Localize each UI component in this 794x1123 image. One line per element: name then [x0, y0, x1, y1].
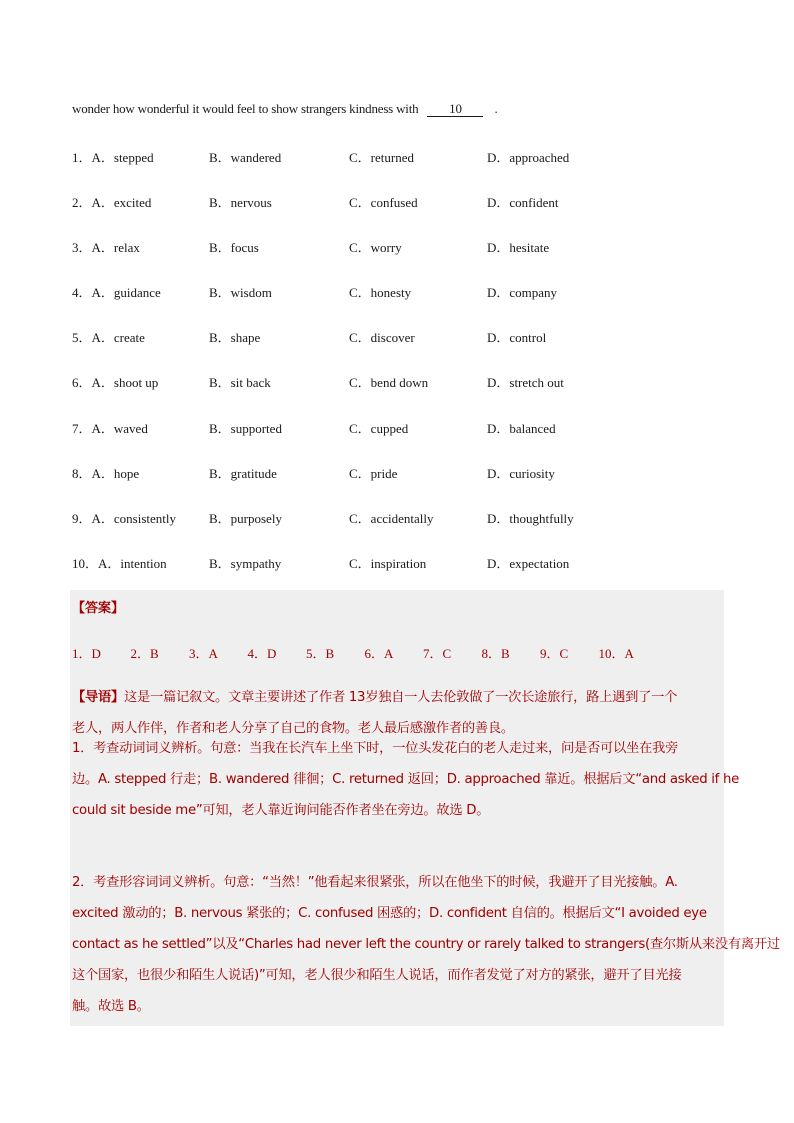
- option-c: C．inspiration: [349, 555, 427, 571]
- answer-item: 8．B: [481, 646, 510, 661]
- question-number: 3．A．relax: [72, 240, 140, 256]
- answer-item: 6．A: [364, 646, 394, 661]
- guide-text-line: 这是一篇记叙文。文章主要讲述了作者 13岁独自一人去伦敦做了一次长途旅行，路上遇到了一个: [124, 690, 678, 705]
- explanation-line: contact as he settled”以及“Charles had never left the country or rarely talked to strangers(查尔斯从来没有离开过: [72, 937, 780, 952]
- explanation-2: [72, 867, 780, 1022]
- option-d: D．stretch out: [487, 375, 564, 391]
- answer-item: 7．C: [423, 646, 452, 661]
- question-number: 5．A．create: [72, 330, 145, 346]
- option-d: D．balanced: [487, 420, 556, 436]
- explanation-line: could sit beside me”可知，老人靠近询问能否作者坐在旁边。故选 D。: [72, 803, 490, 818]
- explanation-line: 边。A. stepped 行走；B. wandered 徘徊；C. returned 返回；D. approached 靠近。根据后文“and asked if he: [72, 772, 739, 787]
- option-c: C．honesty: [349, 285, 412, 301]
- explanation-line: excited 激动的；B. nervous 紧张的；C. confused 困惑的；D. confident 自信的。根据后文“I avoided eye: [72, 906, 707, 921]
- answer-item: 5．B: [306, 646, 335, 661]
- option-b: B．focus: [209, 240, 259, 256]
- explanation-line: 这个国家，也很少和陌生人说话)”可知，老人很少和陌生人说话，而作者发觉了对方的紧张，避开了目光接: [72, 968, 682, 983]
- explanation-line: 1．考查动词词义辨析。句意：当我在长汽车上坐下时，一位头发花白的老人走过来，问是否可以坐在我旁: [72, 741, 679, 756]
- option-d: D．company: [487, 285, 558, 301]
- option-b: B．supported: [209, 420, 282, 436]
- answer-item: 4．D: [247, 646, 277, 661]
- option-b: B．shape: [209, 330, 261, 346]
- option-b: B．sit back: [209, 375, 271, 391]
- blank-10: 10: [427, 102, 483, 117]
- option-d: D．thoughtfully: [487, 510, 574, 526]
- option-b: B．nervous: [209, 195, 272, 211]
- option-c: C．discover: [349, 330, 415, 346]
- question-number: 8．A．hope: [72, 465, 140, 481]
- option-d: D．hesitate: [487, 240, 550, 256]
- option-c: C．worry: [349, 240, 402, 256]
- option-c: C．confused: [349, 195, 418, 211]
- explanation-line: 2．考查形容词词义辨析。句意：“当然！”他看起来很紧张，所以在他坐下的时候，我避开了目光接触。A.: [72, 875, 678, 890]
- option-d: D．expectation: [487, 555, 570, 571]
- guide-text-line: 老人，两人作伴，作者和老人分享了自己的食物。老人最后感激作者的善良。: [72, 721, 514, 736]
- option-d: D．approached: [487, 150, 570, 165]
- option-b: B．gratitude: [209, 465, 277, 481]
- answer-item: 1．D: [72, 646, 101, 661]
- explanation-1: [72, 733, 739, 826]
- guide-label: 【导语】: [72, 690, 124, 705]
- explanation-line: 触。故选 B。: [72, 999, 150, 1014]
- answer-item: 9．C: [540, 646, 569, 661]
- question-number: 7．A．waved: [72, 420, 148, 436]
- option-d: D．control: [487, 330, 547, 346]
- question-number: 1．A．stepped: [72, 150, 154, 165]
- answer-list: [72, 643, 657, 662]
- option-c: C．accidentally: [349, 510, 434, 526]
- question-number: 4．A．guidance: [72, 285, 161, 301]
- answer-item: 10．A: [598, 646, 634, 661]
- option-c: C．returned: [349, 150, 414, 165]
- question-number: 9．A．consistently: [72, 510, 176, 526]
- option-c: C．pride: [349, 465, 398, 481]
- answer-item: 3．A: [189, 646, 218, 661]
- option-b: B．purposely: [209, 510, 282, 526]
- option-b: B．wisdom: [209, 285, 272, 301]
- passage-text: wonder how wonderful it would feel to show strangers kindness with: [72, 101, 419, 116]
- answer-item: 2．B: [130, 646, 159, 661]
- passage-end: .: [494, 101, 498, 116]
- option-b: B．wandered: [209, 150, 282, 165]
- option-c: C．bend down: [349, 375, 429, 391]
- answer-heading: 【答案】: [72, 601, 125, 616]
- option-d: D．curiosity: [487, 465, 555, 481]
- option-c: C．cupped: [349, 420, 409, 436]
- passage-last-line: [72, 101, 498, 117]
- question-number: 6．A．shoot up: [72, 375, 159, 391]
- question-number: 2．A．excited: [72, 195, 152, 211]
- option-d: D．confident: [487, 195, 559, 211]
- option-b: B．sympathy: [209, 555, 282, 571]
- question-number: 10．A．intention: [72, 555, 167, 571]
